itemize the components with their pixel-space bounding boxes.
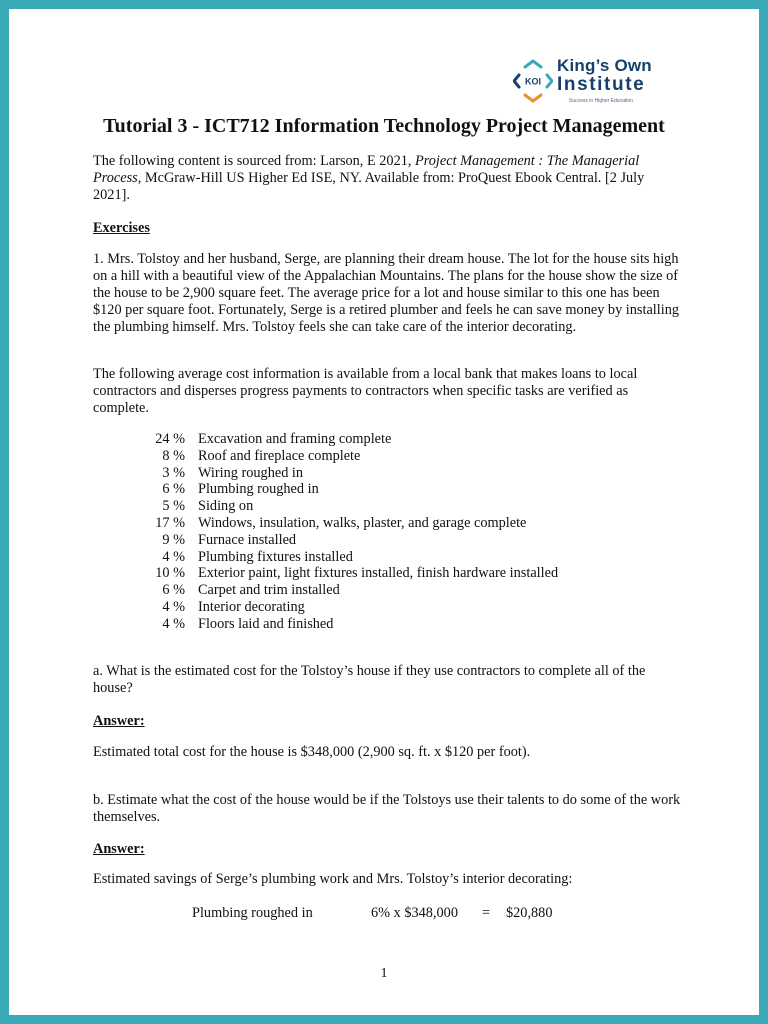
cost-list-item	[93, 431, 693, 448]
cost-pct: 4 %	[162, 548, 185, 565]
source-book-title: Project Management : The Managerial Process	[93, 153, 640, 186]
cost-desc: Roof and fireplace complete	[198, 447, 361, 464]
page-title: Tutorial 3 - ICT712 Information Technology Project Management	[103, 115, 665, 137]
cost-pct: 8 %	[162, 447, 185, 464]
source-prefix: The following content is sourced from: Larson, E 2021,	[93, 153, 416, 169]
calc-equals: =	[482, 905, 491, 921]
kings-own-institute-logo	[509, 53, 679, 109]
cost-pct: 6 %	[162, 481, 185, 498]
cost-list-item	[93, 616, 693, 633]
calc-expression: 6% x $348,000	[371, 905, 458, 921]
logo-name-line2: Institute	[557, 74, 646, 95]
cost-desc: Excavation and framing complete	[198, 431, 392, 447]
cost-pct: 10 %	[155, 565, 185, 582]
cost-desc: Carpet and trim installed	[198, 582, 340, 599]
source-suffix: , McGraw-Hill US Higher Ed ISE, NY. Available from: ProQuest Ebook Central. [2 July 2021].	[93, 170, 645, 203]
cost-pct: 9 %	[162, 531, 185, 548]
cost-desc: Furnace installed	[198, 531, 297, 548]
question-b: b. Estimate what the cost of the house would be if the Tolstoys use their talents to do some of the work themselves.	[93, 792, 681, 825]
cost-desc: Plumbing fixtures installed	[198, 548, 353, 565]
koi-logo-icon	[513, 59, 553, 103]
cost-desc: Windows, insulation, walks, plaster, and garage complete	[198, 514, 527, 531]
answer-a-heading: Answer:	[93, 713, 145, 729]
cost-pct: 3 %	[162, 464, 185, 481]
cost-list-item	[93, 481, 693, 498]
cost-desc: Plumbing roughed in	[198, 481, 319, 498]
cost-list-item	[93, 448, 693, 465]
cost-pct: 4 %	[162, 598, 185, 615]
cost-desc: Floors laid and finished	[198, 615, 334, 632]
source-citation	[93, 153, 683, 204]
cost-intro: The following average cost information is available from a local bank that makes loans to local contractors and disperses progress payments to contractors when specific tasks are verified as complete.	[93, 366, 638, 416]
cost-desc: Exterior paint, light fixtures installed, finish hardware installed	[198, 565, 559, 582]
answer-b-intro: Estimated savings of Serge’s plumbing work and Mrs. Tolstoy’s interior decorating:	[93, 871, 573, 887]
cost-desc: Siding on	[198, 498, 254, 515]
calc-label: Plumbing roughed in	[192, 905, 313, 921]
exercises-heading: Exercises	[93, 220, 150, 236]
logo-name-line1: King’s Own	[557, 56, 652, 75]
document-page	[9, 9, 759, 1015]
calc-result: $20,880	[506, 905, 553, 921]
cost-list-item	[93, 565, 693, 582]
cost-pct: 24 %	[155, 431, 185, 447]
cost-desc: Wiring roughed in	[198, 464, 304, 481]
cost-list-item	[93, 498, 693, 515]
cost-list-item	[93, 465, 693, 482]
cost-list-item	[93, 532, 693, 549]
cost-pct: 5 %	[162, 498, 185, 515]
cost-pct: 4 %	[162, 615, 185, 632]
question-a: a. What is the estimated cost for the Tolstoy’s house if they use contractors to complete all of the house?	[93, 663, 646, 696]
cost-list-item	[93, 582, 693, 599]
answer-b-heading: Answer:	[93, 841, 145, 857]
page-number: 1	[380, 966, 388, 981]
cost-list-item	[93, 549, 693, 566]
cost-list	[93, 431, 693, 633]
logo-tagline: Success in Higher Education	[569, 98, 633, 104]
logo-mark-text: KOI	[524, 76, 542, 87]
answer-a-text: Estimated total cost for the house is $348,000 (2,900 sq. ft. x $120 per foot).	[93, 744, 531, 760]
problem-statement: 1. Mrs. Tolstoy and her husband, Serge, are planning their dream house. The lot for the house sits high on a hill with a beautiful view of the Appalachian Mountains. The plans for the house show the size of the house to be 2,900 square feet. The average price for a lot and house similar to this one has been $120 per square foot. Fortunately, Serge is a retired plumber and feels he can save money by installing the plumbing himself. Mrs. Tolstoy feels she can take care of the interior decorating.	[93, 251, 680, 335]
cost-pct: 6 %	[162, 582, 185, 599]
cost-desc: Interior decorating	[198, 598, 305, 615]
cost-pct: 17 %	[155, 514, 185, 531]
cost-list-item	[93, 599, 693, 616]
cost-list-item	[93, 515, 693, 532]
